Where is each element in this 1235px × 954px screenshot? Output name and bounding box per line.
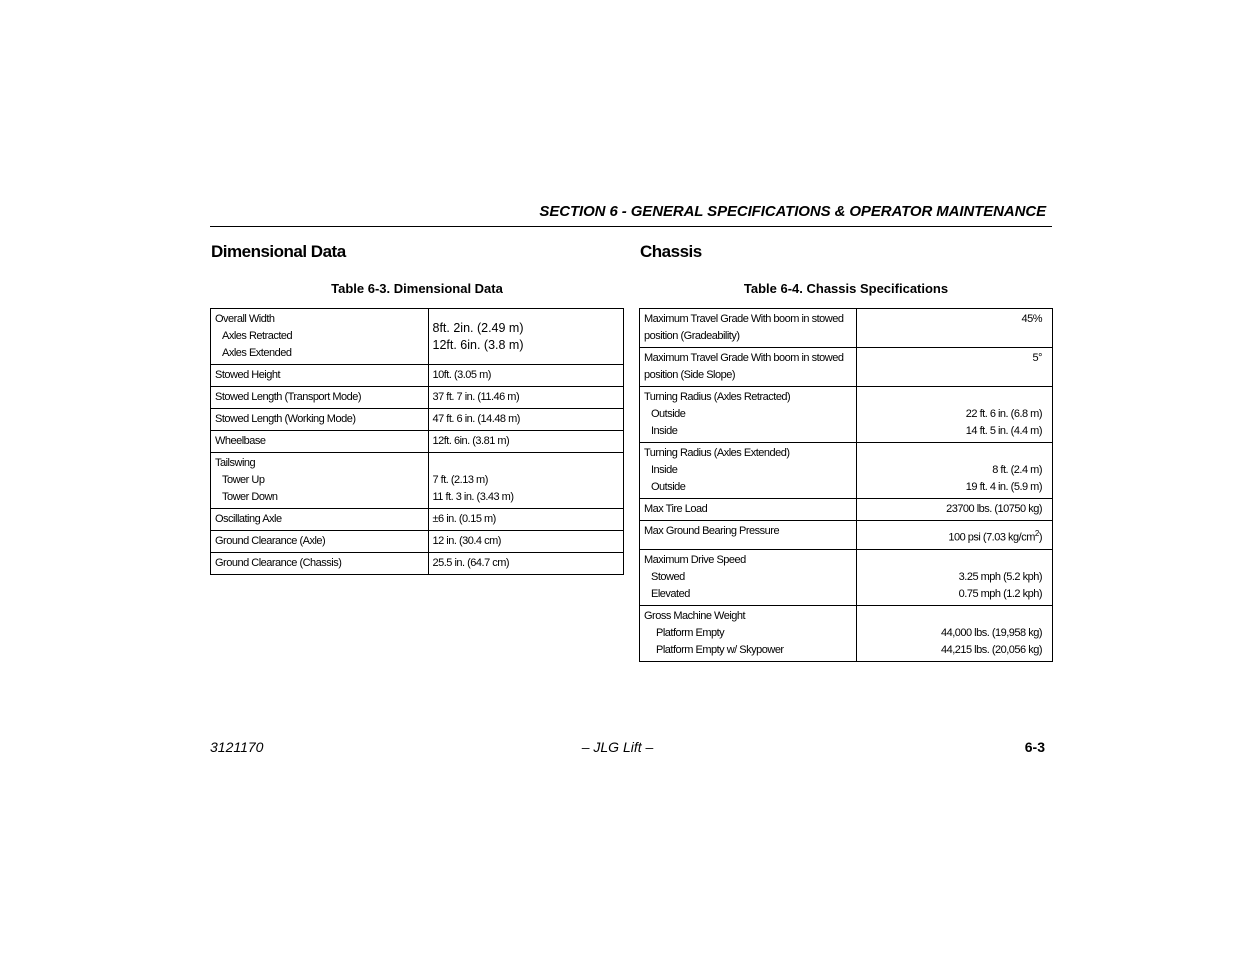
platform-empty-value: 44,000 lbs. (19,958 kg)	[940, 626, 1042, 639]
overall-width-retracted-value: 8ft. 2in. (2.49 m)	[432, 320, 524, 335]
stowed-length-transport-value: 37 ft. 7 in. (11.46 m)	[428, 387, 624, 409]
axles-extended-label: Axles Extended	[222, 347, 292, 359]
table-row	[211, 431, 624, 453]
table-cell	[857, 605, 1053, 661]
ground-clearance-axle-label: Ground Clearance (Axle)	[211, 531, 429, 553]
max-tire-load-value: 23700 lbs. (10750 kg)	[857, 499, 1053, 521]
ground-clearance-axle-value: 12 in. (30.4 cm)	[428, 531, 624, 553]
table-row	[640, 521, 1053, 550]
gradeability-value: 45%	[857, 309, 1053, 348]
turning-extended-inside-value: 8 ft. (2.4 m)	[992, 464, 1042, 476]
footer-brand: – JLG Lift –	[581, 739, 654, 755]
bearing-value-sup: 2	[1034, 529, 1039, 538]
dimensional-data-table	[210, 308, 624, 575]
stowed-length-working-value: 47 ft. 6 in. (14.48 m)	[428, 409, 624, 431]
drive-stowed-value: 3.25 mph (5.2 kph)	[958, 570, 1042, 583]
chassis-specifications-table	[639, 308, 1053, 662]
table-row	[640, 549, 1053, 605]
drive-elevated-value: 0.75 mph (1.2 kph)	[958, 587, 1042, 600]
chassis-heading: Chassis	[640, 242, 702, 261]
table-row	[211, 453, 624, 509]
table-row	[211, 309, 624, 365]
side-slope-label-line2: position (Side Slope)	[644, 369, 736, 381]
table-cell	[857, 549, 1053, 605]
tailswing-label: Tailswing	[215, 457, 256, 469]
table-cell	[857, 387, 1053, 443]
bearing-value-text: 100 psi (7.03 kg/cm	[948, 531, 1035, 544]
elevated-label: Elevated	[651, 587, 690, 600]
max-tire-load-label: Max Tire Load	[640, 499, 857, 521]
table-cell	[428, 453, 624, 509]
table-cell	[857, 443, 1053, 499]
ground-clearance-chassis-label: Ground Clearance (Chassis)	[211, 553, 429, 575]
table-cell	[640, 443, 857, 499]
dimensional-table-caption: Table 6-3. Dimensional Data	[331, 281, 503, 296]
table-row	[211, 387, 624, 409]
table-cell	[640, 309, 857, 348]
platform-empty-label: Platform Empty	[656, 626, 725, 639]
stowed-length-transport-label: Stowed Length (Transport Mode)	[211, 387, 429, 409]
wheelbase-value: 12ft. 6in. (3.81 m)	[428, 431, 624, 453]
table-row	[640, 605, 1053, 661]
side-slope-label-line1: Maximum Travel Grade With boom in stowed	[644, 352, 844, 364]
chassis-table-caption: Table 6-4. Chassis Specifications	[743, 281, 949, 296]
inside-label: Inside	[651, 464, 678, 476]
table-cell	[640, 605, 857, 661]
gradeability-label-line2: position (Gradeability)	[644, 330, 740, 342]
table-cell	[640, 387, 857, 443]
table-cell	[211, 309, 429, 365]
table-row	[640, 387, 1053, 443]
tower-down-value: 11 ft. 3 in. (3.43 m)	[432, 491, 514, 503]
tower-down-label: Tower Down	[222, 491, 278, 503]
header-rule	[210, 226, 1052, 227]
platform-empty-skypower-value: 44,215 lbs. (20,056 kg)	[940, 643, 1042, 656]
section-title: SECTION 6 - GENERAL SPECIFICATIONS & OPERATOR MAINTENANCE	[539, 203, 1046, 220]
overall-width-label: Overall Width	[215, 313, 275, 325]
oscillating-axle-value: ±6 in. (0.15 m)	[428, 509, 624, 531]
table-cell	[640, 348, 857, 387]
side-slope-value: 5°	[857, 348, 1053, 387]
page-number: 6-3	[1024, 739, 1045, 755]
turning-radius-extended-label: Turning Radius (Axles Extended)	[644, 447, 790, 459]
table-row	[211, 409, 624, 431]
turning-retracted-inside-value: 14 ft. 5 in. (4.4 m)	[965, 425, 1042, 437]
gradeability-label-line1: Maximum Travel Grade With boom in stowed	[644, 313, 844, 325]
turning-radius-retracted-label: Turning Radius (Axles Retracted)	[644, 391, 791, 403]
max-drive-speed-label: Maximum Drive Speed	[644, 553, 746, 566]
table-cell	[428, 309, 624, 365]
document-number: 3121170	[210, 739, 264, 755]
axles-retracted-label: Axles Retracted	[222, 330, 293, 342]
inside-label: Inside	[651, 425, 678, 437]
max-ground-bearing-value	[857, 521, 1053, 550]
turning-retracted-outside-value: 22 ft. 6 in. (6.8 m)	[965, 408, 1042, 420]
gross-machine-weight-label: Gross Machine Weight	[644, 609, 746, 622]
dimensional-data-heading: Dimensional Data	[211, 242, 346, 261]
table-row	[211, 553, 624, 575]
table-row	[211, 509, 624, 531]
outside-label: Outside	[651, 481, 686, 493]
tower-up-value: 7 ft. (2.13 m)	[432, 474, 488, 486]
table-row	[640, 348, 1053, 387]
outside-label: Outside	[651, 408, 686, 420]
tower-up-label: Tower Up	[222, 474, 265, 486]
turning-extended-outside-value: 19 ft. 4 in. (5.9 m)	[965, 481, 1042, 493]
table-row	[640, 309, 1053, 348]
table-row	[640, 443, 1053, 499]
stowed-label: Stowed	[651, 570, 685, 583]
oscillating-axle-label: Oscillating Axle	[211, 509, 429, 531]
platform-empty-skypower-label: Platform Empty w/ Skypower	[656, 643, 784, 656]
overall-width-extended-value: 12ft. 6in. (3.8 m)	[432, 337, 524, 352]
max-ground-bearing-label: Max Ground Bearing Pressure	[640, 521, 857, 550]
table-cell	[640, 549, 857, 605]
table-row	[211, 531, 624, 553]
bearing-value-close: )	[1038, 531, 1042, 544]
wheelbase-label: Wheelbase	[211, 431, 429, 453]
stowed-length-working-label: Stowed Length (Working Mode)	[211, 409, 429, 431]
ground-clearance-chassis-value: 25.5 in. (64.7 cm)	[428, 553, 624, 575]
table-row	[640, 499, 1053, 521]
table-cell	[211, 453, 429, 509]
table-row	[211, 365, 624, 387]
stowed-height-label: Stowed Height	[211, 365, 429, 387]
stowed-height-value: 10ft. (3.05 m)	[428, 365, 624, 387]
